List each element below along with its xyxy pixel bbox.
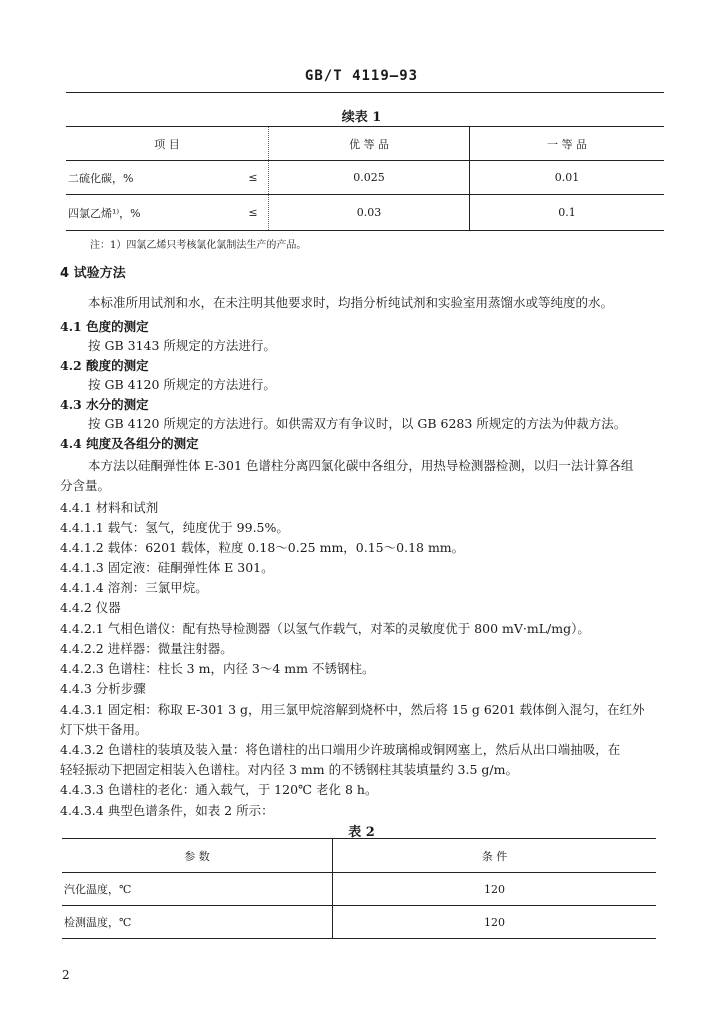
paragraph: 按 GB 4120 所规定的方法进行。如供需双方有争议时，以 GB 6283 所规定的方法为仲裁方法。 bbox=[88, 416, 627, 431]
section-4-heading: 4 试验方法 bbox=[60, 266, 126, 281]
clause: 4.4.1.3 固定液：硅酮弹性体 E 301。 bbox=[60, 560, 274, 575]
table1 bbox=[66, 126, 664, 231]
table-header-row bbox=[66, 127, 664, 161]
clause: 4.4.3.3 色谱柱的老化：通入载气，于 120℃ 老化 8 h。 bbox=[60, 782, 378, 797]
table-row bbox=[62, 873, 656, 906]
table2-caption: 表 2 bbox=[348, 825, 375, 840]
row-value: 0.025 bbox=[269, 161, 470, 195]
table1-caption: 续表 1 bbox=[341, 110, 382, 125]
table-header-cell: 条 件 bbox=[481, 849, 508, 863]
row-name: 四氯乙烯¹⁾，% bbox=[68, 206, 141, 220]
table-header-cell: 项 目 bbox=[66, 127, 269, 161]
table-header-cell: 优 等 品 bbox=[269, 127, 470, 161]
standard-code: GB/T 4119—93 bbox=[304, 68, 419, 84]
section-heading: 4.3 水分的测定 bbox=[60, 397, 149, 412]
table-row bbox=[66, 161, 664, 195]
row-name: 二硫化碳，% bbox=[68, 171, 134, 185]
table-header-cell: 参 数 bbox=[62, 839, 333, 873]
paragraph: 本方法以硅酮弹性体 E-301 色谱柱分离四氯化碳中各组分，用热导检测器检测，以归一法计算各组 bbox=[88, 458, 634, 473]
row-value: 120 bbox=[484, 915, 505, 929]
section-heading: 4.1 色度的测定 bbox=[60, 319, 149, 334]
subsection: 4.4.1 材料和试剂 bbox=[60, 500, 159, 515]
clause: 4.4.1.1 载气：氢气，纯度优于 99.5%。 bbox=[60, 520, 289, 535]
subsection: 4.4.3 分析步骤 bbox=[60, 681, 146, 696]
table1-note: 注：1）四氯乙烯只考核氯化氯制法生产的产品。 bbox=[90, 240, 307, 251]
clause: 4.4.3.1 固定相：称取 E-301 3 g，用三氯甲烷溶解到烧杯中，然后将 15 g 6201 载体倒入混匀，在红外 bbox=[60, 702, 645, 717]
clause: 4.4.2.2 进样器：微量注射器。 bbox=[60, 641, 233, 656]
row-name: 汽化温度，℃ bbox=[62, 873, 333, 906]
table2 bbox=[62, 838, 656, 939]
page-number: 2 bbox=[62, 968, 70, 982]
row-value: 0.01 bbox=[554, 171, 580, 184]
clause-continued: 轻轻振动下把固定相装入色谱柱。对内径 3 mm 的不锈钢柱其装填量约 3.5 g/m。 bbox=[60, 762, 518, 777]
paragraph: 按 GB 4120 所规定的方法进行。 bbox=[88, 377, 276, 392]
clause: 4.4.3.2 色谱柱的装填及装入量：将色谱柱的出口端用少许玻璃棉或铜网塞上，然后从出口端抽吸，在 bbox=[60, 742, 621, 757]
row-name: 检测温度，℃ bbox=[62, 906, 333, 939]
clause: 4.4.3.4 典型色谱条件，如表 2 所示： bbox=[60, 803, 274, 818]
row-value: 0.1 bbox=[558, 206, 576, 219]
section-heading: 4.2 酸度的测定 bbox=[60, 358, 149, 373]
paragraph: 本标准所用试剂和水，在未注明其他要求时，均指分析纯试剂和实验室用蒸馏水或等纯度的水。 bbox=[88, 295, 614, 310]
section-heading: 4.4 纯度及各组分的测定 bbox=[60, 436, 199, 451]
paragraph: 分含量。 bbox=[60, 478, 111, 493]
clause: 4.4.2.3 色谱柱：柱长 3 m，内径 3～4 mm 不锈钢柱。 bbox=[60, 661, 375, 676]
clause-continued: 灯下烘干备用。 bbox=[60, 722, 148, 737]
table-row bbox=[62, 906, 656, 939]
row-value: 0.03 bbox=[269, 195, 470, 231]
table-header-cell: 一 等 品 bbox=[547, 137, 587, 151]
header-rule bbox=[66, 92, 664, 93]
clause: 4.4.2.1 气相色谱仪：配有热导检测器（以氢气作载气，对苯的灵敏度优于 800 mV·mL/mg）。 bbox=[60, 621, 590, 636]
paragraph: 按 GB 3143 所规定的方法进行。 bbox=[88, 338, 276, 353]
row-symbol: ≤ bbox=[238, 195, 269, 231]
table-row bbox=[66, 195, 664, 231]
row-symbol: ≤ bbox=[238, 161, 269, 195]
table-header-row bbox=[62, 839, 656, 873]
clause: 4.4.1.2 载体：6201 载体，粒度 0.18～0.25 mm，0.15～0.18 mm。 bbox=[60, 540, 465, 555]
subsection: 4.4.2 仪器 bbox=[60, 600, 121, 615]
row-value: 120 bbox=[484, 882, 505, 896]
clause: 4.4.1.4 溶剂：三氯甲烷。 bbox=[60, 580, 208, 595]
